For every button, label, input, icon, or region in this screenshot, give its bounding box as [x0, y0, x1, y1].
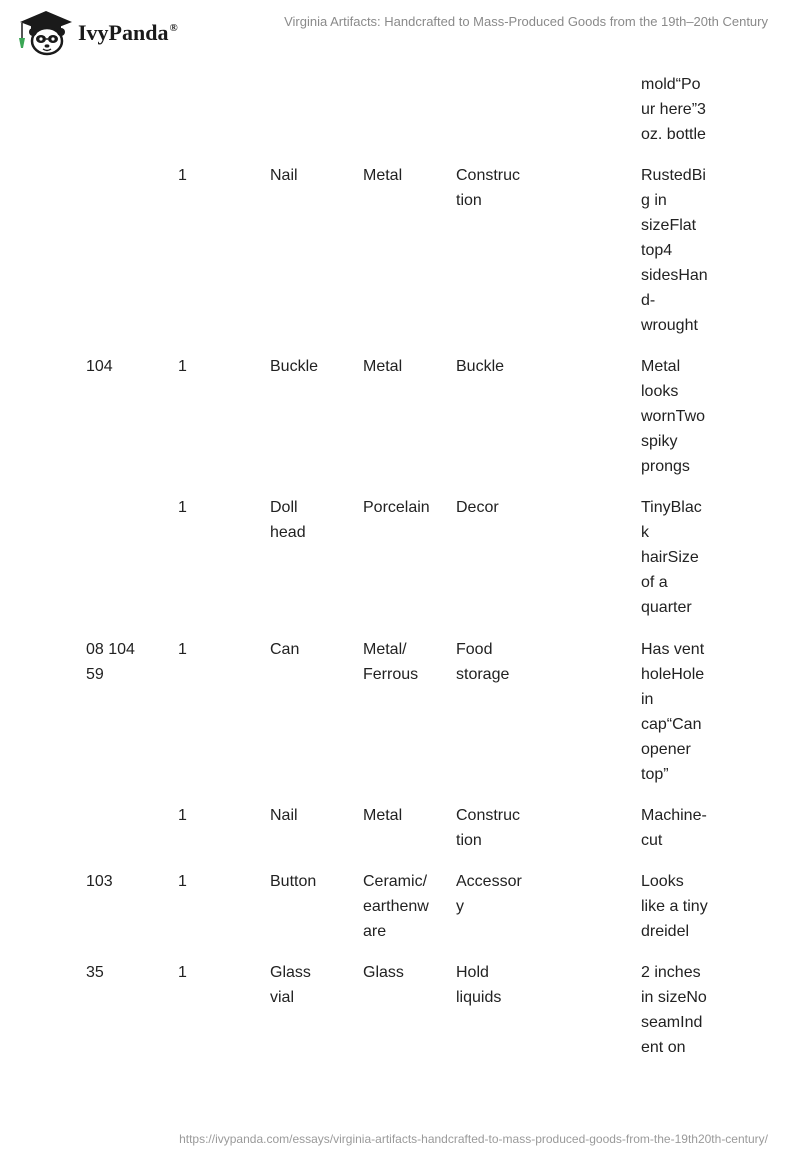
cell-line: y: [456, 898, 464, 915]
quantity-cell: [178, 960, 238, 985]
cell-line: Food: [456, 641, 493, 658]
cell-line: holeHole: [641, 666, 705, 683]
function-cell: [456, 960, 536, 1010]
cell-line: k: [641, 524, 649, 541]
cell-line: vial: [270, 989, 295, 1006]
artifact-cell: [270, 637, 350, 662]
cell-line: oz. bottle: [641, 126, 706, 143]
panda-graduate-icon: [16, 8, 74, 56]
cell-line: opener: [641, 741, 691, 758]
material-cell: [363, 163, 443, 188]
cell-line: storage: [456, 666, 510, 683]
cell-line: wrought: [641, 317, 698, 334]
cell-line: 103: [86, 873, 113, 890]
cell-line: ent on: [641, 1039, 686, 1056]
cell-line: ur here”3: [641, 101, 706, 118]
description-cell: [641, 163, 715, 338]
cell-line: Porcelain: [363, 499, 430, 516]
artifact-cell: [270, 803, 350, 828]
cell-line: cap“Can: [641, 716, 702, 733]
cell-line: Has vent: [641, 641, 705, 658]
cell-line: Glass: [363, 964, 404, 981]
cell-line: Hold: [456, 964, 489, 981]
cell-line: Metal/: [363, 641, 407, 658]
artifact-cell: [270, 960, 350, 1010]
material-cell: [363, 869, 443, 944]
cell-line: Construc: [456, 807, 521, 824]
cell-line: of a: [641, 574, 668, 591]
quantity-cell: [178, 354, 238, 379]
cell-line: Metal: [363, 358, 403, 375]
cell-line: Nail: [270, 167, 298, 184]
cell-line: top”: [641, 766, 669, 783]
cell-line: 08 104: [86, 641, 135, 658]
material-cell: [363, 637, 443, 687]
description-cell: [641, 354, 715, 479]
cell-line: 1: [178, 499, 187, 516]
cell-line: head: [270, 524, 306, 541]
cell-line: Accessor: [456, 873, 522, 890]
cell-line: 1: [178, 641, 187, 658]
cell-line: hairSize: [641, 549, 699, 566]
function-cell: [456, 637, 536, 687]
quantity-cell: [178, 495, 238, 520]
function-cell: [456, 163, 536, 213]
cell-line: Glass: [270, 964, 311, 981]
document-title: Virginia Artifacts: Handcrafted to Mass-Produced Goods from the 19th–20th Century: [284, 14, 768, 29]
cell-line: TinyBlac: [641, 499, 702, 516]
cell-line: wornTwo: [641, 408, 706, 425]
cell-line: Ferrous: [363, 666, 419, 683]
cell-line: liquids: [456, 989, 502, 1006]
cell-line: quarter: [641, 599, 692, 616]
brand-name: IvyPanda®: [78, 20, 178, 45]
cell-line: like a tiny: [641, 898, 708, 915]
cell-line: sidesHan: [641, 267, 708, 284]
cell-line: Can: [270, 641, 300, 658]
cell-line: RustedBi: [641, 167, 706, 184]
cell-line: Construc: [456, 167, 521, 184]
cell-line: d-: [641, 292, 656, 309]
source-url[interactable]: https://ivypanda.com/essays/virginia-artifacts-handcrafted-to-mass-produced-goods-from-the-19th20th-century/: [179, 1132, 768, 1146]
cell-line: 1: [178, 167, 187, 184]
function-cell: [456, 354, 536, 379]
artifact-cell: [270, 163, 350, 188]
cell-line: 1: [178, 873, 187, 890]
function-cell: [456, 495, 536, 520]
cell-line: 1: [178, 358, 187, 375]
material-cell: [363, 803, 443, 828]
cell-line: Button: [270, 873, 317, 890]
cell-line: Metal: [363, 167, 403, 184]
cell-line: cut: [641, 832, 663, 849]
quantity-cell: [178, 869, 238, 894]
cell-line: 104: [86, 358, 113, 375]
quantity-cell: [178, 637, 238, 662]
cell-line: 2 inches: [641, 964, 701, 981]
description-cell: [641, 72, 715, 147]
cell-line: Buckle: [270, 358, 319, 375]
cell-line: top4: [641, 242, 673, 259]
description-cell: [641, 869, 715, 944]
cell-line: tion: [456, 192, 482, 209]
cell-line: are: [363, 923, 387, 940]
description-cell: [641, 803, 715, 853]
quantity-cell: [178, 163, 238, 188]
row-id-cell: [86, 637, 156, 687]
cell-line: in sizeNo: [641, 989, 707, 1006]
description-cell: [641, 495, 715, 620]
description-cell: [641, 960, 715, 1060]
cell-line: 59: [86, 666, 104, 683]
material-cell: [363, 354, 443, 379]
cell-line: 35: [86, 964, 104, 981]
cell-line: Doll: [270, 499, 298, 516]
cell-line: Decor: [456, 499, 499, 516]
cell-line: Buckle: [456, 358, 505, 375]
page-header: [0, 0, 800, 60]
artifact-cell: [270, 869, 350, 894]
cell-line: Machine-: [641, 807, 707, 824]
cell-line: Ceramic/: [363, 873, 428, 890]
row-id-cell: [86, 869, 156, 894]
cell-line: 1: [178, 964, 187, 981]
artifact-cell: [270, 495, 350, 545]
material-cell: [363, 960, 443, 985]
ivypanda-logo[interactable]: [16, 8, 178, 56]
cell-line: tion: [456, 832, 482, 849]
cell-line: Looks: [641, 873, 684, 890]
cell-line: prongs: [641, 458, 690, 475]
cell-line: spiky: [641, 433, 678, 450]
cell-line: Metal: [363, 807, 403, 824]
cell-line: g in: [641, 192, 667, 209]
cell-line: earthenw: [363, 898, 429, 915]
row-id-cell: [86, 354, 156, 379]
description-cell: [641, 637, 715, 787]
cell-line: Nail: [270, 807, 298, 824]
cell-line: 1: [178, 807, 187, 824]
function-cell: [456, 869, 536, 919]
cell-line: seamInd: [641, 1014, 703, 1031]
cell-line: dreidel: [641, 923, 690, 940]
quantity-cell: [178, 803, 238, 828]
cell-line: mold“Po: [641, 76, 701, 93]
cell-line: in: [641, 691, 654, 708]
cell-line: sizeFlat: [641, 217, 697, 234]
row-id-cell: [86, 960, 156, 985]
artifact-cell: [270, 354, 350, 379]
function-cell: [456, 803, 536, 853]
cell-line: Metal: [641, 358, 681, 375]
material-cell: [363, 495, 443, 520]
cell-line: looks: [641, 383, 679, 400]
